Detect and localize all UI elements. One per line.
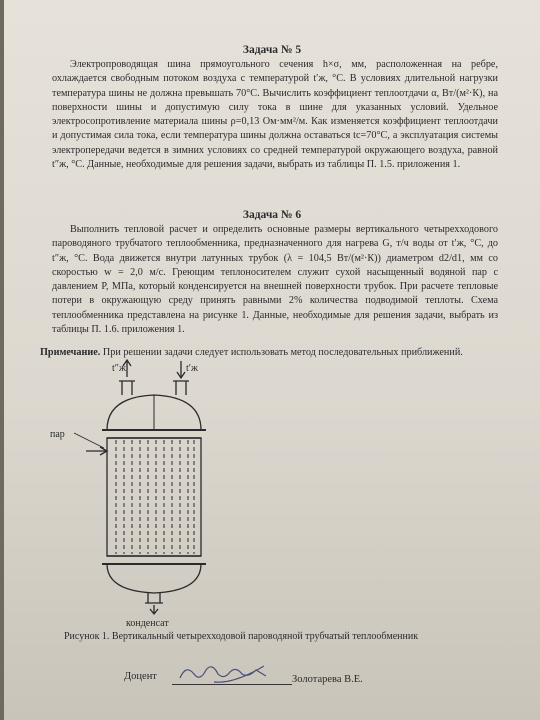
outlet-pipe [119,381,135,395]
signature-line [172,684,292,685]
note-text: При решении задачи следует использовать метод последовательных приближений. [100,347,463,358]
figure-caption: Рисунок 1. Вертикальный четырехходовой пароводяной трубчатый теплообменник [64,631,419,642]
condensate-pipe [145,593,163,603]
task6-text: Выполнить тепловой расчет и определить основные размеры вертикального четырехходового пароводяного трубчатого теплообменника, предназначенного для нагрева G, т/ч воды от t′ж, °С, до t″ж, °С. Вода движется внутри латунных трубок (λ = 104,5 Вт/(м²·К)) диаметром d2/d1, мм со скоростью w = 2,0 м/с. Греющим теплоносителем служит сухой насыщенный водяной пар с давлением P, МПа, который конденсируется на внешней поверхности трубок. При расчете тепловые потери в окружающую среду принять равными 2% количества подводимой теплоты. Схема теплообменника представлена на рисунке 1. Данные, необходимые для решения задачи, выбрать из таблицы П. 1.6. приложения 1. [52,224,498,336]
handwritten-signature [174,660,274,686]
task5-text: Электропроводящая шина прямоугольного сечения h×σ, мм, расположенная на ребре, охлаждается свободным потоком воздуха с температурой t′ж, °C. В условиях длительной нагрузки температура шины не должна превышать 70°С. Вычислить коэффициент теплоотдачи α, Вт/(м²·К), на поверхности шины и допустимую силу тока в шине для указанных условий. Удельное электросопротивление материала шины ρ=0,13 Ом·мм²/м. Как изменяется коэффициент теплоотдачи и допустимая сила тока, если температура шины должна оставаться tc=70°С, а эксплуатация системы электропередачи ведется в зимних условиях со средней температурой окружающего воздуха, равной t″ж, °С. Данные, необходимые для решения задачи, выбрать из таблицы П. 1.5. приложения 1. [52,59,498,171]
task6-title: Задача № 6 [242,209,302,221]
inlet-arrow [177,361,185,378]
document-page [4,0,540,720]
task5-title: Задача № 5 [242,44,302,56]
condensate-label: конденсат [126,618,169,629]
note-label: Примечание. [40,347,101,358]
condensate-arrow [150,605,158,614]
heat-exchanger-diagram [4,355,540,630]
inlet-label: t′ж [186,363,198,374]
signature-role: Доцент [124,671,157,682]
tube-bundle [116,440,194,554]
inlet-pipe [173,381,189,395]
outlet-label: t″ж [112,363,126,374]
signature-name: Золотарева В.Е. [292,674,363,685]
shell [107,438,201,556]
bottom-dome [107,564,201,593]
steam-label: пар [50,429,65,440]
